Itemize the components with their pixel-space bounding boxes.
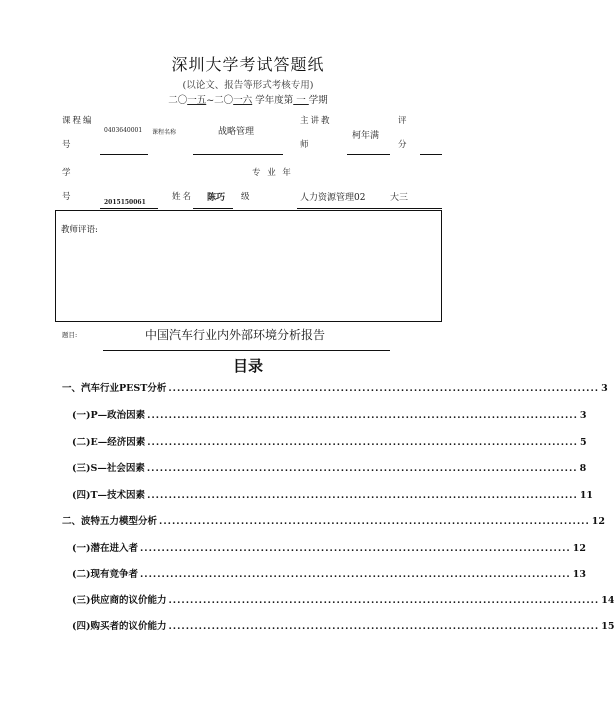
teacher-value: 柯年满	[352, 131, 380, 141]
student-no-value: 2015150061	[104, 199, 146, 206]
toc-entry[interactable]	[72, 434, 587, 448]
term-suffix: 学年度第	[252, 95, 294, 106]
toc-entry-text: 二、波特五力模型分析	[62, 516, 158, 527]
toc-entry-page: 15	[601, 621, 614, 632]
teacher-underline	[347, 154, 390, 155]
toc-entry-text: (一)潜在进入者	[72, 543, 138, 554]
teacher-label-1: 主讲教	[300, 116, 332, 126]
course-no-label-2: 号	[62, 140, 73, 150]
term-semester: 一	[293, 95, 309, 106]
toc-entry-text: (一)P—政治因素	[72, 410, 146, 421]
toc-leader: ....................................................................................................	[146, 463, 578, 474]
teacher-comment-label: 教师评语:	[61, 225, 98, 235]
course-no-underline	[100, 154, 148, 155]
toc-entry-text: (四)购买者的议价能力	[72, 621, 167, 632]
name-value: 陈巧	[207, 193, 226, 203]
toc-title: 目录	[232, 357, 263, 375]
teacher-label-2: 师	[300, 140, 311, 150]
toc-entry-page: 5	[579, 437, 587, 448]
score-label-2: 分	[398, 140, 409, 150]
teacher-comment-box[interactable]	[55, 210, 442, 322]
toc-entry-page: 14	[601, 595, 614, 606]
term-year-2: 一六	[233, 95, 253, 106]
major-underline	[297, 208, 442, 209]
toc-entry-page: 12	[572, 543, 586, 554]
major-label: 专 业 年	[252, 168, 293, 178]
form-title: 深圳大学考试答题纸	[171, 55, 325, 74]
major-label-2: 级	[241, 192, 252, 202]
topic-underline	[103, 350, 390, 351]
toc-entry-text: (三)S—社会因素	[72, 463, 145, 474]
term-mid: ~二〇	[206, 95, 234, 106]
toc-leader: ....................................................................................................	[140, 569, 571, 580]
toc-entry-page: 11	[579, 490, 594, 501]
topic-label: 题目:	[62, 331, 78, 339]
toc-leader: ....................................................................................................	[147, 437, 578, 448]
term-end: 学期	[308, 95, 328, 106]
toc-entry[interactable]	[72, 407, 587, 421]
toc-entry[interactable]	[72, 460, 587, 474]
grade-value: 大三	[390, 193, 409, 203]
score-underline	[420, 154, 442, 155]
term-year-1: 一五	[187, 95, 207, 106]
toc-entry[interactable]	[72, 618, 614, 632]
form-subtitle: (以论文、报告等形式考核专用)	[182, 80, 314, 91]
name-label: 姓名	[172, 192, 194, 202]
toc-entry[interactable]	[72, 566, 586, 580]
academic-term	[0, 92, 496, 106]
score-label-1: 评	[398, 116, 409, 126]
toc-entry[interactable]	[62, 380, 608, 394]
toc-entry[interactable]	[72, 487, 594, 501]
toc-entry[interactable]	[72, 540, 586, 554]
term-prefix: 二〇	[168, 95, 188, 106]
major-value: 人力资源管理02	[300, 193, 366, 203]
toc-entry[interactable]	[62, 513, 605, 527]
toc-entry-text: 一、汽车行业PEST分析	[62, 383, 167, 394]
course-name-underline	[193, 154, 283, 155]
toc-entry-page: 3	[579, 410, 587, 421]
name-underline	[193, 208, 233, 209]
student-no-label-1: 学	[62, 168, 73, 178]
toc-entry-page: 3	[601, 383, 608, 394]
toc-leader: ....................................................................................................	[147, 490, 578, 501]
toc-leader: ....................................................................................................	[168, 383, 600, 394]
toc-entry-page: 13	[572, 569, 586, 580]
toc-entry[interactable]	[72, 592, 614, 606]
toc-entry-page: 12	[591, 516, 605, 527]
toc-entry-text: (二)现有竞争者	[72, 569, 138, 580]
toc-leader: ....................................................................................................	[168, 595, 600, 606]
toc-entry-text: (二)E—经济因素	[72, 437, 146, 448]
course-name-value: 战略管理	[218, 127, 255, 137]
toc-leader: ....................................................................................................	[147, 410, 578, 421]
toc-entry-text: (四)T—技术因素	[72, 490, 146, 501]
toc-leader: ....................................................................................................	[159, 516, 590, 527]
toc-entry-text: (三)供应商的议价能力	[72, 595, 167, 606]
toc-leader: ....................................................................................................	[168, 621, 600, 632]
course-name-label: 课程名称	[152, 129, 177, 136]
topic-text: 中国汽车行业内外部环境分析报告	[145, 328, 326, 342]
course-no-label-1: 课程编	[62, 116, 94, 126]
student-no-underline	[100, 208, 158, 209]
student-no-label-2: 号	[62, 192, 73, 202]
toc-entry-page: 8	[579, 463, 587, 474]
toc-leader: ....................................................................................................	[140, 543, 571, 554]
course-no-value: 0403640001	[104, 127, 143, 134]
